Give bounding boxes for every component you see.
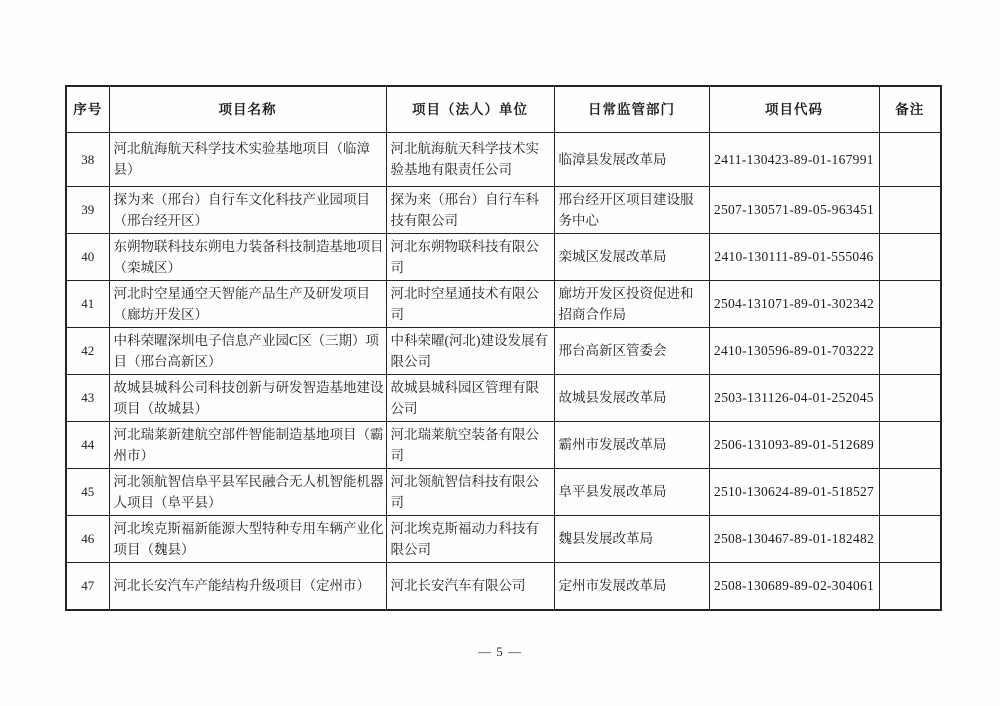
table-row	[66, 374, 941, 421]
cell-unit: 探为来（邢台）自行车科技有限公司	[386, 186, 554, 233]
table-row	[66, 132, 941, 186]
cell-unit: 故城县城科园区管理有限公司	[386, 374, 554, 421]
cell-remark	[879, 132, 941, 186]
header-project-name: 项目名称	[109, 86, 386, 132]
table-row	[66, 280, 941, 327]
cell-remark	[879, 468, 941, 515]
header-dept: 日常监管部门	[554, 86, 709, 132]
cell-unit: 河北东朔物联科技有限公司	[386, 233, 554, 280]
cell-remark	[879, 374, 941, 421]
cell-project-name: 河北瑞莱新建航空部件智能制造基地项目（霸州市）	[109, 421, 386, 468]
header-seq: 序号	[66, 86, 109, 132]
cell-code: 2506-131093-89-01-512689	[709, 421, 879, 468]
cell-unit: 中科荣曜(河北)建设发展有限公司	[386, 327, 554, 374]
header-code: 项目代码	[709, 86, 879, 132]
cell-project-name: 东朔物联科技东朔电力装备科技制造基地项目（栾城区）	[109, 233, 386, 280]
cell-unit: 河北领航智信科技有限公司	[386, 468, 554, 515]
cell-remark	[879, 515, 941, 562]
project-table	[65, 85, 942, 611]
table-row	[66, 327, 941, 374]
cell-dept: 栾城区发展改革局	[554, 233, 709, 280]
cell-seq: 45	[66, 468, 109, 515]
cell-seq: 43	[66, 374, 109, 421]
cell-remark	[879, 233, 941, 280]
cell-dept: 临漳县发展改革局	[554, 132, 709, 186]
page-number: — 5 —	[478, 644, 522, 659]
cell-remark	[879, 280, 941, 327]
table-header-row	[66, 86, 941, 132]
cell-dept: 邢台高新区管委会	[554, 327, 709, 374]
table-row	[66, 562, 941, 610]
header-remark: 备注	[879, 86, 941, 132]
cell-code: 2411-130423-89-01-167991	[709, 132, 879, 186]
cell-unit: 河北瑞莱航空装备有限公司	[386, 421, 554, 468]
table-row	[66, 421, 941, 468]
table-row	[66, 515, 941, 562]
cell-unit: 河北时空星通技术有限公司	[386, 280, 554, 327]
cell-project-name: 河北航海航天科学技术实验基地项目（临漳县）	[109, 132, 386, 186]
header-unit: 项目（法人）单位	[386, 86, 554, 132]
cell-unit: 河北埃克斯福动力科技有限公司	[386, 515, 554, 562]
cell-dept: 魏县发展改革局	[554, 515, 709, 562]
cell-code: 2508-130689-89-02-304061	[709, 562, 879, 610]
cell-seq: 41	[66, 280, 109, 327]
cell-project-name: 河北埃克斯福新能源大型特种专用车辆产业化项目（魏县）	[109, 515, 386, 562]
table-row	[66, 186, 941, 233]
cell-remark	[879, 327, 941, 374]
cell-seq: 42	[66, 327, 109, 374]
cell-seq: 39	[66, 186, 109, 233]
cell-seq: 44	[66, 421, 109, 468]
cell-unit: 河北航海航天科学技术实验基地有限责任公司	[386, 132, 554, 186]
cell-project-name: 河北领航智信阜平县军民融合无人机智能机器人项目（阜平县）	[109, 468, 386, 515]
cell-seq: 38	[66, 132, 109, 186]
cell-code: 2504-131071-89-01-302342	[709, 280, 879, 327]
cell-code: 2507-130571-89-05-963451	[709, 186, 879, 233]
cell-project-name: 河北长安汽车产能结构升级项目（定州市）	[109, 562, 386, 610]
cell-remark	[879, 421, 941, 468]
cell-dept: 阜平县发展改革局	[554, 468, 709, 515]
cell-remark	[879, 186, 941, 233]
cell-seq: 40	[66, 233, 109, 280]
cell-code: 2510-130624-89-01-518527	[709, 468, 879, 515]
cell-code: 2503-131126-04-01-252045	[709, 374, 879, 421]
table-row	[66, 468, 941, 515]
cell-seq: 47	[66, 562, 109, 610]
cell-code: 2508-130467-89-01-182482	[709, 515, 879, 562]
cell-code: 2410-130111-89-01-555046	[709, 233, 879, 280]
cell-remark	[879, 562, 941, 610]
cell-dept: 廊坊开发区投资促进和招商合作局	[554, 280, 709, 327]
cell-dept: 邢台经开区项目建设服务中心	[554, 186, 709, 233]
cell-code: 2410-130596-89-01-703222	[709, 327, 879, 374]
table-row	[66, 233, 941, 280]
cell-unit: 河北长安汽车有限公司	[386, 562, 554, 610]
cell-project-name: 探为来（邢台）自行车文化科技产业园项目（邢台经开区）	[109, 186, 386, 233]
cell-dept: 定州市发展改革局	[554, 562, 709, 610]
cell-project-name: 河北时空星通空天智能产品生产及研发项目（廊坊开发区）	[109, 280, 386, 327]
cell-project-name: 中科荣曜深圳电子信息产业园C区（三期）项目（邢台高新区）	[109, 327, 386, 374]
cell-seq: 46	[66, 515, 109, 562]
cell-dept: 霸州市发展改革局	[554, 421, 709, 468]
cell-dept: 故城县发展改革局	[554, 374, 709, 421]
cell-project-name: 故城县城科公司科技创新与研发智造基地建设项目（故城县）	[109, 374, 386, 421]
